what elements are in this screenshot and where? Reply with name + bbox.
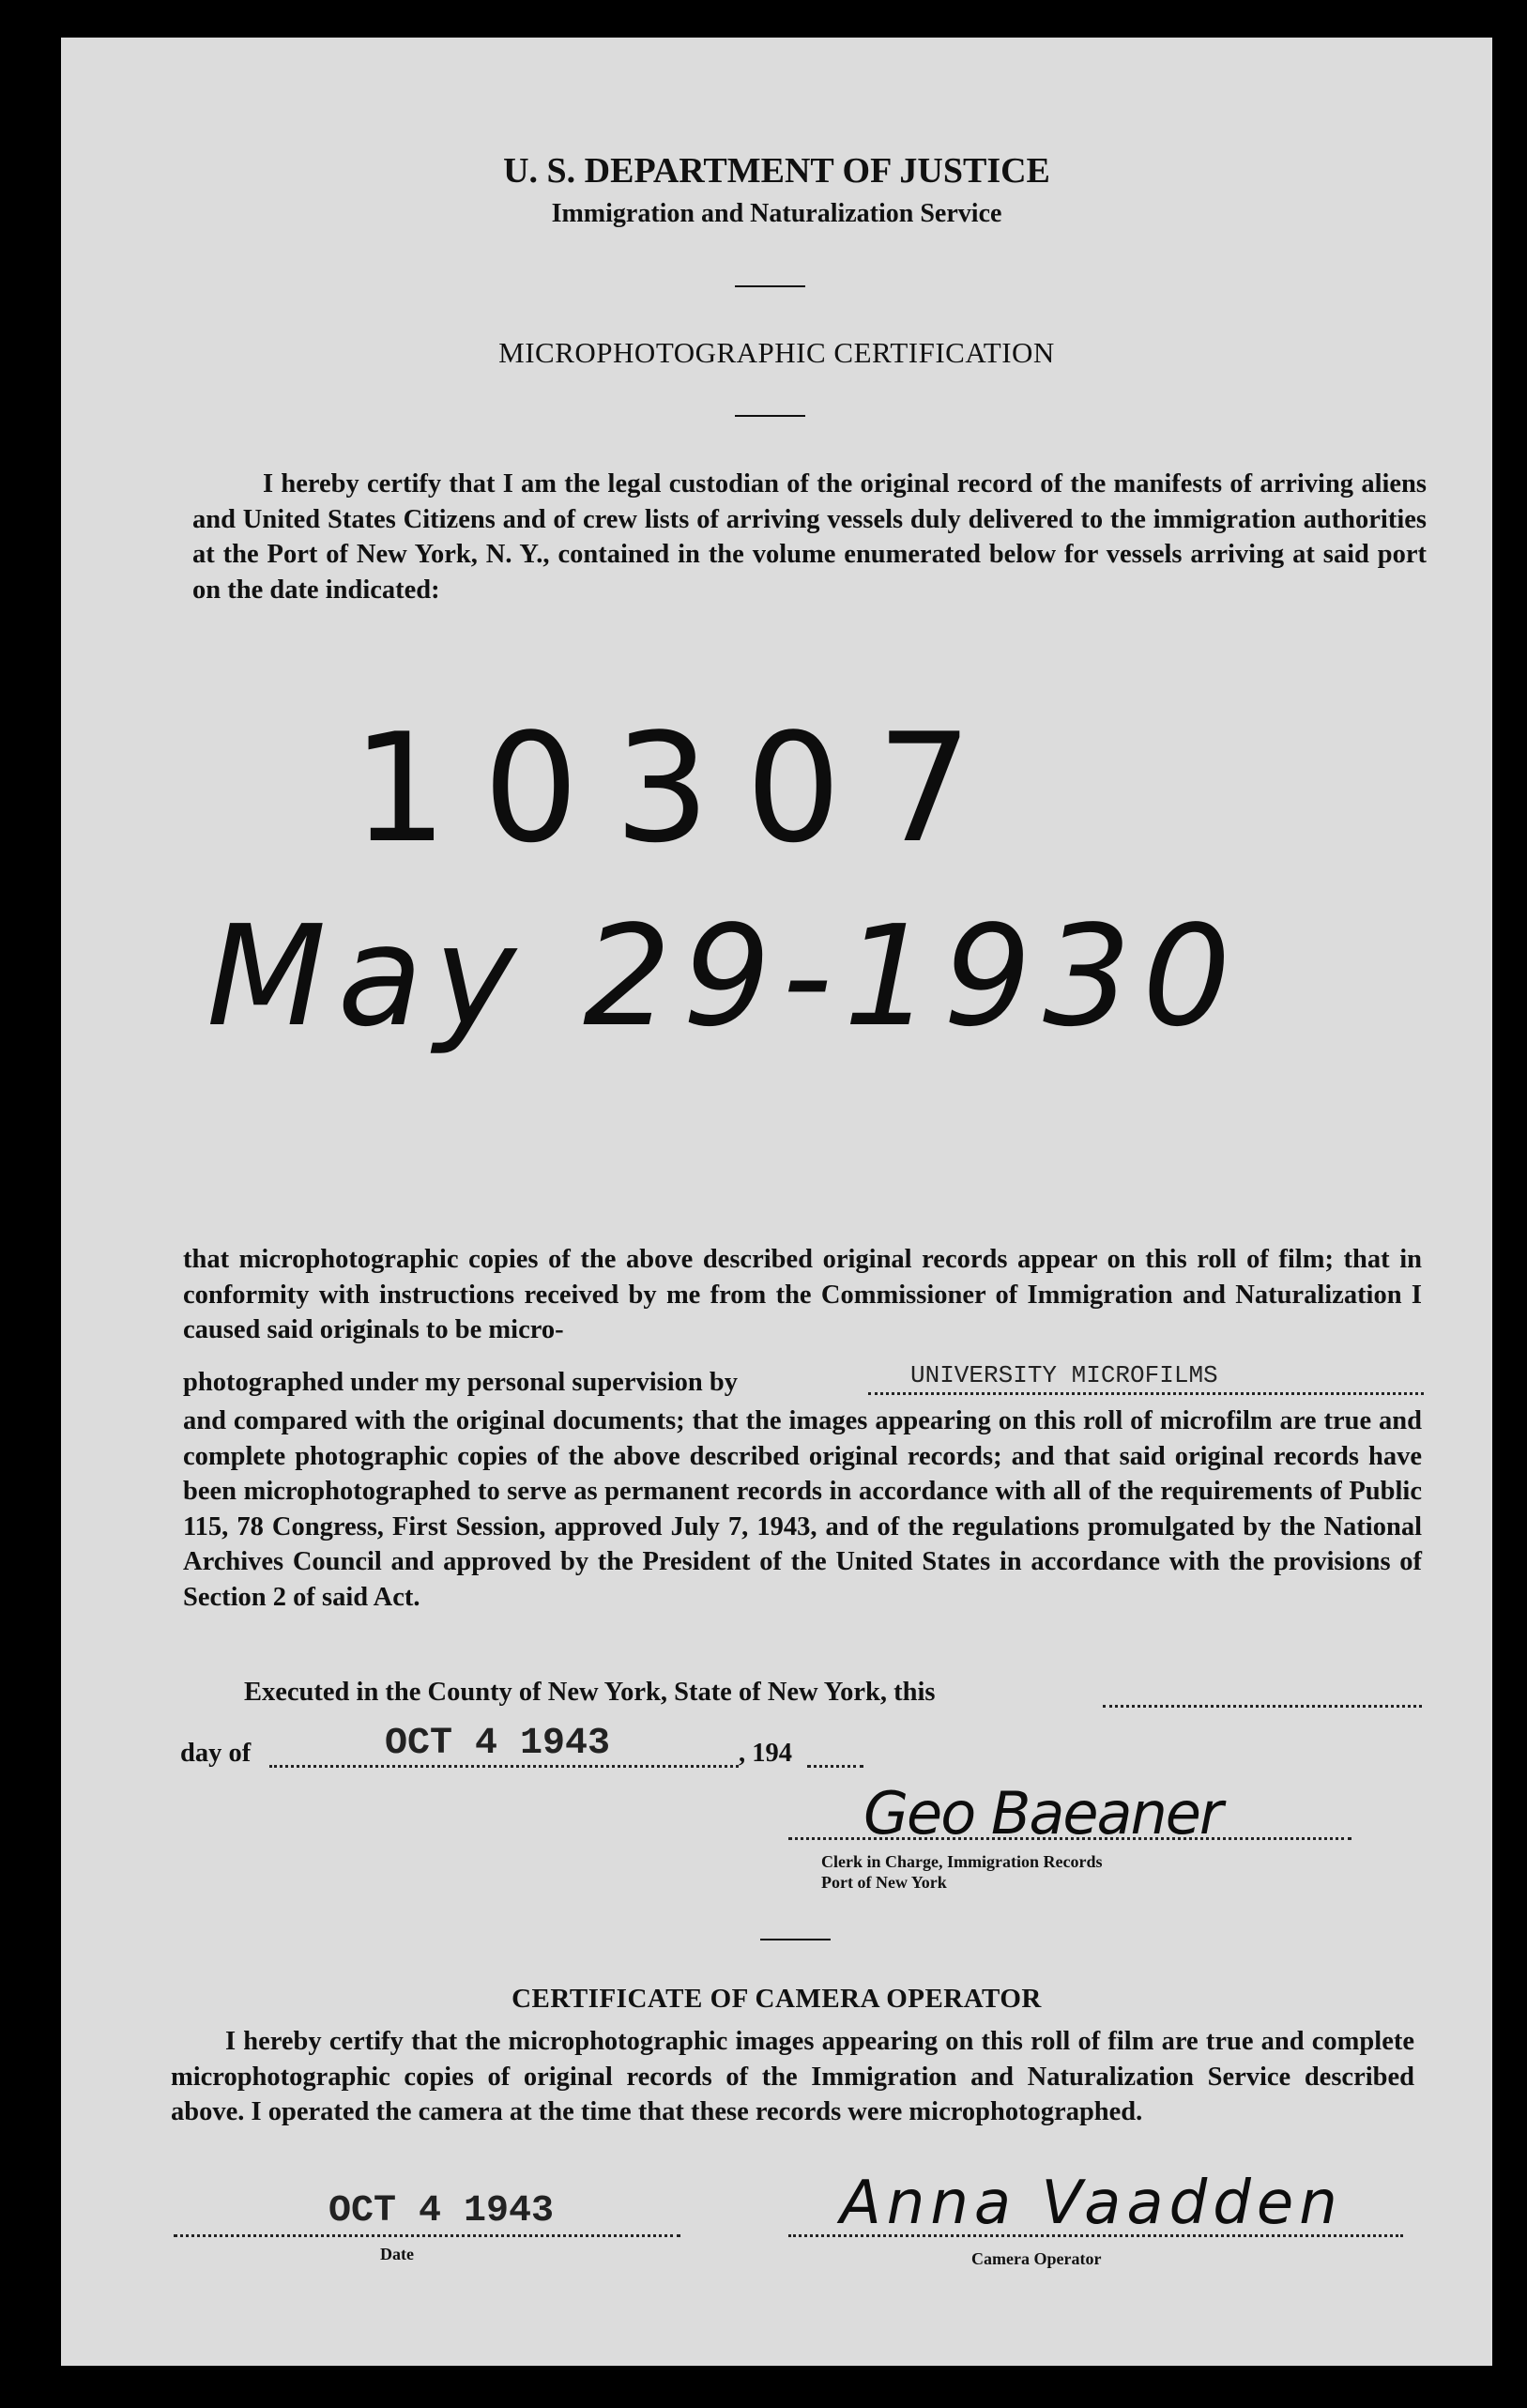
department-heading: U. S. DEPARTMENT OF JUSTICE [503, 151, 1050, 191]
clerk-signature: Geo Baeaner [863, 1779, 1222, 1848]
document-title: MICROPHOTOGRAPHIC CERTIFICATION [498, 336, 1055, 369]
year-label: , 194 [739, 1739, 792, 1768]
clerk-title [821, 1851, 1102, 1893]
divider [735, 285, 805, 287]
certificate-sheet [61, 38, 1492, 2366]
divider [735, 415, 805, 417]
camera-operator-signature: Anna Vaadden [840, 2169, 1343, 2238]
divider [760, 1939, 831, 1940]
executed-dotted-line [1103, 1705, 1422, 1708]
supervisor-dotted-line [868, 1392, 1424, 1395]
execution-date-stamp: OCT 4 1943 [385, 1723, 611, 1765]
day-of-label: day of [180, 1739, 252, 1768]
handwritten-volume-number: 10307 [352, 700, 1008, 876]
clerk-title-line1: Clerk in Charge, Immigration Records [821, 1852, 1103, 1871]
operator-date-dotted-line [174, 2234, 680, 2237]
service-subheading: Immigration and Naturalization Service [551, 199, 1002, 228]
intro-paragraph: I hereby certify that I am the legal custodian of the original record of the manifests of arriving aliens and United States Citizens and of crew lists of arriving vessels duly delivered to the immigration authorities at the Port of New York, N. Y., contained in the volume enumerated below for vessels arriving at said port on the date indicated: [192, 469, 1427, 605]
operator-signature-line [788, 2234, 1403, 2237]
date-label: Date [380, 2245, 414, 2263]
operator-date-stamp: OCT 4 1943 [328, 2190, 555, 2232]
clerk-signature-line [788, 1837, 1351, 1840]
body-paragraph-1: that microphotographic copies of the above described original records appear on this roll of film; that in conformity with instructions received by me from the Commissioner of Immigration and Naturalization I caused said originals to be micro- [183, 1245, 1422, 1344]
camera-operator-label: Camera Operator [971, 2249, 1102, 2268]
day-dotted-line [269, 1765, 739, 1768]
year-dotted-line [807, 1765, 863, 1768]
handwritten-arrival-date: May 29-1930 [206, 896, 1243, 1057]
executed-line: Executed in the County of New York, State of New York, this [244, 1678, 936, 1707]
camera-operator-heading: CERTIFICATE OF CAMERA OPERATOR [512, 1984, 1042, 2014]
body-paragraph-2: and compared with the original documents; that the images appearing on this roll of microfilm are true and complete photographic copies of the above described original records; and that said original records have been microphotographed to serve as permanent records in accordance with all of the requirements of Public 115, 78 Congress, First Session, approved July 7, 1943, and of the regulations promulgated by the National Archives Council and approved by the President of the United States in accordance with the provisions of Section 2 of said Act. [183, 1406, 1422, 1612]
supervision-label: photographed under my personal supervision by [183, 1368, 738, 1397]
camera-operator-paragraph: I hereby certify that the microphotographic images appearing on this roll of film are true and complete microphotographic copies of original records of the Immigration and Naturalization Service described above. I operated the camera at the time that these records were microphotographed. [171, 2027, 1414, 2126]
supervisor-stamp: UNIVERSITY MICROFILMS [910, 1361, 1218, 1389]
clerk-title-line2: Port of New York [821, 1873, 947, 1892]
